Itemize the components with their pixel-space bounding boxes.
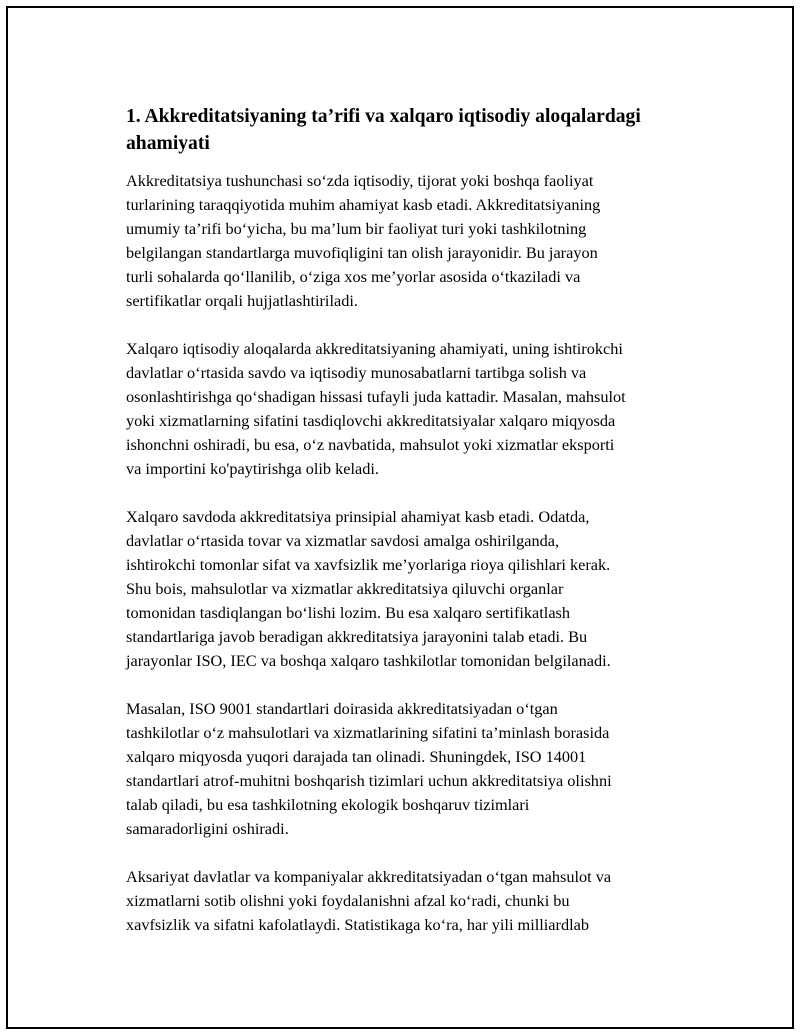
document-body [126,103,696,961]
page-frame [6,6,794,1029]
paragraph-5: Aksariyat davlatlar va kompaniyalar akkreditatsiyadan o‘tgan mahsulot va xizmatlarni sotib olishni yoki foydalanishni afzal ko‘radi, chunki bu xavfsizlik va sifatni kafolatlaydi. Statistikaga ko‘ra, har yili milliardlab [126,867,612,934]
paragraph-2: Xalqaro iqtisodiy aloqalarda akkreditatsiyaning ahamiyati, uning ishtirokchi davlatlar o‘rtasida savdo va iqtisodiy munosabatlarni tartibga solish va osonlashtirishga qo‘shadigan hissasi tufayli juda kattadir. Masalan, mahsulot yoki xizmatlarning sifatini tasdiqlovchi akkreditatsiyalar xalqaro miqyosda ishonchni oshiradi, bu esa, o‘z navbatida, mahsulot yoki xizmatlar eksporti va importini ko'paytirishga olib keladi. [126,339,626,478]
paragraph-4: Masalan, ISO 9001 standartlari doirasida akkreditatsiyadan o‘tgan tashkilotlar o‘z mahsulotlari va xizmatlarining sifatini ta’minlash borasida xalqaro miqyosda yuqori darajada tan olinadi. Shuningdek, ISO 14001 standartlari atrof-muhitni boshqarish tizimlari uchun akkreditatsiya olishni talab qiladi, bu esa tashkilotning ekologik boshqaruv tizimlari samaradorligini oshiradi. [126,699,612,838]
section-heading: 1. Akkreditatsiyaning ta’rifi va xalqaro iqtisodiy aloqalardagi ahamiyati [126,106,641,154]
paragraph-1: Akkreditatsiya tushunchasi so‘zda iqtisodiy, tijorat yoki boshqa faoliyat turlarining taraqqiyotida muhim ahamiyat kasb etadi. Akkreditatsiyaning umumiy ta’rifi bo‘yicha, bu ma’lum bir faoliyat turi yoki tashkilotning belgilangan standartlarga muvofiqligini tan olish jarayonidir. Bu jarayon turli sohalarda qo‘llanilib, o‘ziga xos me’yorlar asosida o‘tkaziladi va sertifikatlar orqali hujjatlashtiriladi. [126,171,601,310]
paragraph-3: Xalqaro savdoda akkreditatsiya prinsipial ahamiyat kasb etadi. Odatda, davlatlar o‘rtasida tovar va xizmatlar savdosi amalga oshirilganda, ishtirokchi tomonlar sifat va xavfsizlik me’yorlariga rioya qilishlari kerak. Shu bois, mahsulotlar va xizmatlar akkreditatsiya qiluvchi organlar tomonidan tasdiqlangan bo‘lishi lozim. Bu esa xalqaro sertifikatlash standartlariga javob beradigan akkreditatsiya jarayonini talab etadi. Bu jarayonlar ISO, IEC va boshqa xalqaro tashkilotlar tomonidan belgilanadi. [126,507,611,670]
